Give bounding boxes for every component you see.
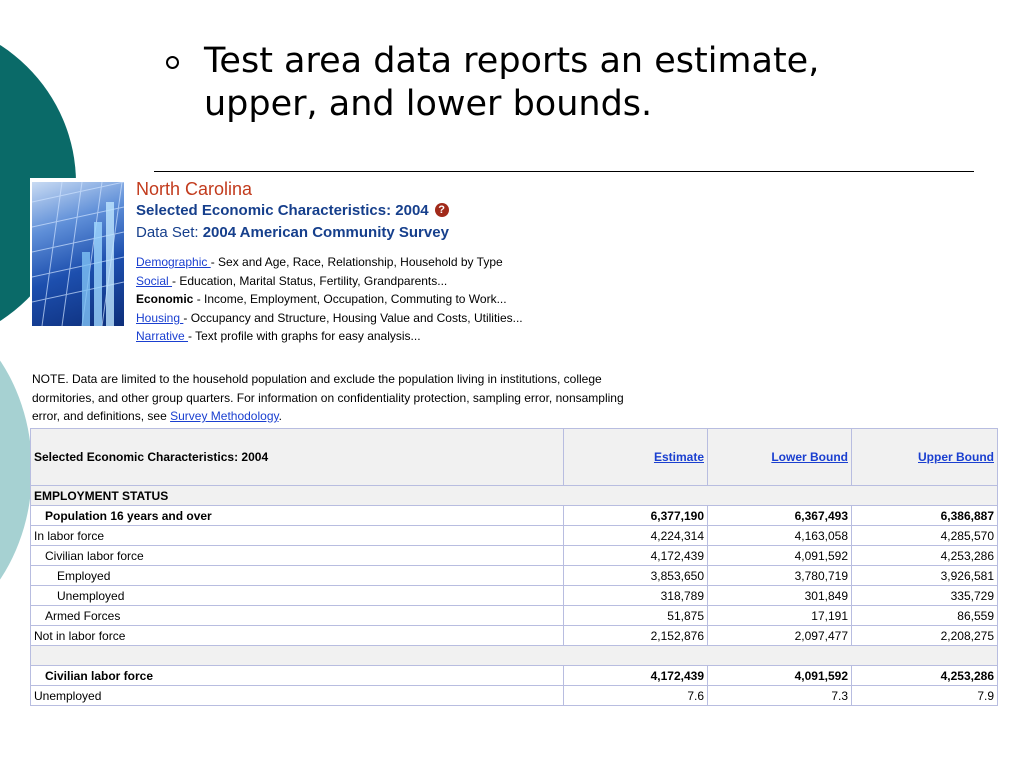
table-row [31,566,998,586]
header-estimate [564,429,708,486]
header-lower-bound [708,429,852,486]
link-desc: - Sex and Age, Race, Relationship, Household by Type [210,255,503,269]
row-label: Unemployed [31,586,564,606]
census-screenshot [30,178,998,726]
economic-data-table [30,428,998,706]
bullet-text [204,40,819,126]
profile-link-economic [136,290,523,309]
cell-estimate: 318,789 [564,586,708,606]
cell-upper: 335,729 [852,586,998,606]
table-row [31,586,998,606]
cell-lower: 4,091,592 [708,546,852,566]
dataset-name: 2004 American Community Survey [202,224,449,241]
cell-upper: 3,926,581 [852,566,998,586]
help-icon[interactable]: ? [435,203,449,217]
cell-upper: 86,559 [852,606,998,626]
cell-upper: 4,253,286 [852,666,998,686]
cell-lower: 17,191 [708,606,852,626]
profile-link-housing [136,309,523,328]
cell-lower: 7.3 [708,686,852,706]
lower-bound-sort-link[interactable]: Lower Bound [771,450,848,464]
link-social[interactable]: Social [136,273,173,288]
row-label: Civilian labor force [31,666,564,686]
table-row [31,506,998,526]
cell-estimate: 4,172,439 [564,666,708,686]
table-row [31,686,998,706]
data-note [32,370,652,426]
header-label: Selected Economic Characteristics: 2004 [31,429,564,486]
table-header-row [31,429,998,486]
report-title-block [136,178,449,244]
row-label: Unemployed [31,686,564,706]
note-text: NOTE. Data are limited to the household population and exclude the population living in institutions, college dormitories, and other group quarters. For information on confidentiality protection, sampling error, nonsampling error, and definitions, see [32,372,624,423]
row-label: Not in labor force [31,626,564,646]
divider-line [154,171,974,172]
bullet-line-2: upper, and lower bounds. [204,84,653,124]
table-row [31,626,998,646]
link-desc: - Text profile with graphs for easy analysis... [188,329,421,343]
estimate-sort-link[interactable]: Estimate [653,450,704,464]
state-title: North Carolina [136,179,253,199]
profile-links [136,253,523,346]
chart-grid-graphic [32,182,124,326]
spacer-row [31,646,998,666]
cell-upper: 4,285,570 [852,526,998,546]
link-desc: - Education, Marital Status, Fertility, Grandparents... [172,273,448,288]
header-upper-bound [852,429,998,486]
row-label: Civilian labor force [31,546,564,566]
link-housing[interactable]: Housing [136,310,184,325]
table-row [31,666,998,686]
cell-estimate: 3,853,650 [564,566,708,586]
cell-lower: 4,163,058 [708,526,852,546]
dataset-line [136,222,449,244]
row-label: Employed [31,566,564,586]
cell-lower: 2,097,477 [708,626,852,646]
row-label: Armed Forces [31,606,564,626]
cell-estimate: 7.6 [564,686,708,706]
cell-upper: 4,253,286 [852,546,998,566]
link-desc: - Occupancy and Structure, Housing Value and Costs, Utilities... [183,310,523,325]
cell-lower: 6,367,493 [708,506,852,526]
bullet-line-1: Test area data reports an estimate, [204,41,820,81]
survey-methodology-link[interactable]: Survey Methodology [170,409,279,423]
chart-thumbnail-image [32,182,124,326]
link-demographic[interactable]: Demographic [136,255,211,269]
row-label: Population 16 years and over [31,506,564,526]
report-subtitle [136,200,449,222]
cell-upper: 2,208,275 [852,626,998,646]
report-subtitle-text: Selected Economic Characteristics: 2004 [136,202,429,219]
bullet-circle-icon [166,56,179,69]
cell-estimate: 2,152,876 [564,626,708,646]
background-light-circle [0,300,32,640]
spacer-cell [31,646,998,666]
cell-estimate: 6,377,190 [564,506,708,526]
note-end: . [278,409,282,423]
profile-link-demographic [136,253,523,272]
upper-bound-sort-link[interactable]: Upper Bound [918,450,994,464]
cell-upper: 7.9 [852,686,998,706]
row-label: In labor force [31,526,564,546]
table-row [31,606,998,626]
dataset-prefix: Data Set: [136,224,203,241]
cell-lower: 4,091,592 [708,666,852,686]
section-label: EMPLOYMENT STATUS [31,486,998,506]
profile-link-social [136,272,523,291]
section-row [31,486,998,506]
table-row [31,546,998,566]
cell-estimate: 4,172,439 [564,546,708,566]
link-narrative[interactable]: Narrative [136,329,189,343]
link-desc: - Income, Employment, Occupation, Commuting to Work... [193,292,507,306]
cell-estimate: 4,224,314 [564,526,708,546]
label-economic: Economic [136,292,194,306]
table-row [31,526,998,546]
profile-link-narrative [136,327,523,346]
cell-lower: 301,849 [708,586,852,606]
cell-estimate: 51,875 [564,606,708,626]
cell-upper: 6,386,887 [852,506,998,526]
cell-lower: 3,780,719 [708,566,852,586]
